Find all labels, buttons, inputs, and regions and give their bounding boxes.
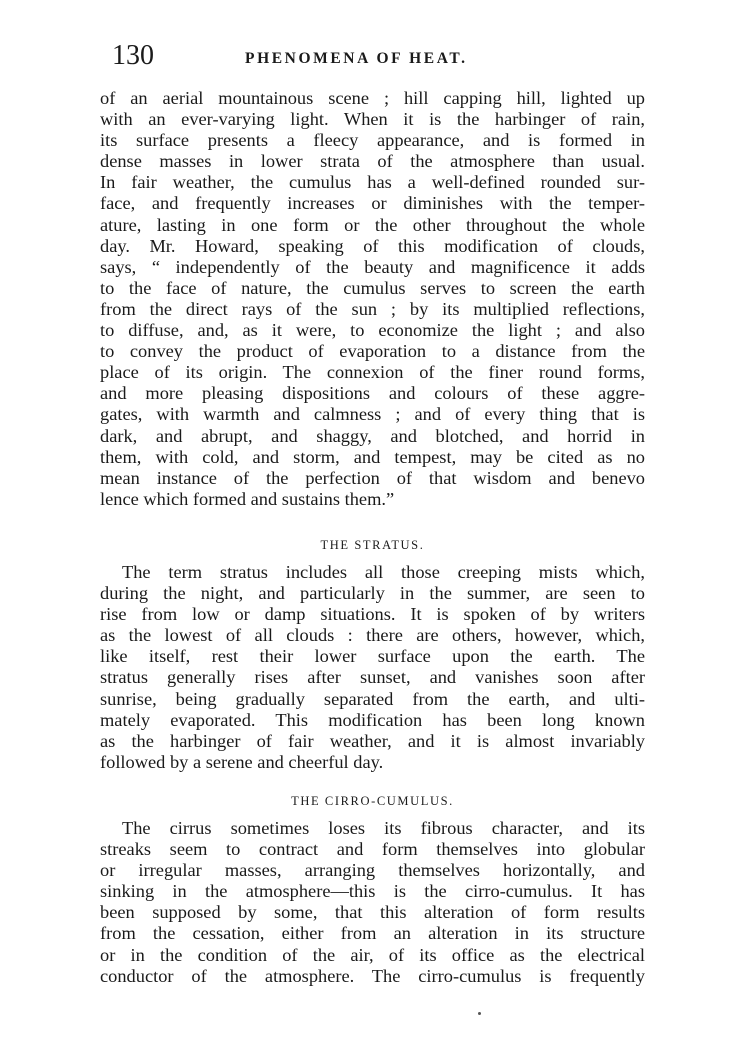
text-line: place of its origin. The connexion of the finer round forms, — [100, 362, 645, 383]
text-line: The cirrus sometimes loses its fibrous character, and its — [122, 818, 645, 838]
page-number: 130 — [112, 40, 154, 71]
page-header — [100, 40, 645, 80]
text-line: In fair weather, the cumulus has a well-defined rounded sur- — [100, 172, 645, 193]
text-line: The term stratus includes all those creeping mists which, — [122, 562, 645, 582]
text-line: with an ever-varying light. When it is the harbinger of rain, — [100, 109, 645, 130]
text-line: as the harbinger of fair weather, and it is almost invariably — [100, 730, 645, 751]
text-line: as the lowest of all clouds : there are others, however, which, — [100, 625, 645, 646]
text-line: and more pleasing dispositions and colours of these aggre- — [100, 383, 645, 404]
text-line: to the face of nature, the cumulus serves to screen the earth — [100, 277, 645, 298]
paragraph-cirro-cumulus — [100, 818, 645, 987]
text-line: lence which formed and sustains them.” — [100, 488, 395, 509]
text-line: conductor of the atmosphere. The cirro-cumulus is frequently — [100, 965, 645, 986]
section-heading-stratus: THE STRATUS. — [320, 538, 425, 552]
text-line: them, with cold, and storm, and tempest, may be cited as no — [100, 446, 645, 467]
text-line: dense masses in lower strata of the atmosphere than usual. — [100, 151, 645, 172]
text-line: streaks seem to contract and form themselves into globular — [100, 839, 645, 860]
text-line: to diffuse, and, as it were, to economize the light ; and also — [100, 320, 645, 341]
running-head: PHENOMENA OF HEAT. — [245, 50, 468, 67]
text-line: mately evaporated. This modification has been long known — [100, 709, 645, 730]
text-line: from the cessation, either from an alteration in its structure — [100, 923, 645, 944]
text-line: day. Mr. Howard, speaking of this modification of clouds, — [100, 235, 645, 256]
text-line: or irregular masses, arranging themselves horizontally, and — [100, 860, 645, 881]
text-line: been supposed by some, that this alteration of form results — [100, 902, 645, 923]
text-line: like itself, rest their lower surface upon the earth. The — [100, 646, 645, 667]
text-line: from the direct rays of the sun ; by its multiplied reflections, — [100, 298, 645, 319]
ink-speck — [478, 1012, 481, 1015]
text-line: mean instance of the perfection of that wisdom and benevo — [100, 467, 645, 488]
text-line: sinking in the atmosphere—this is the cirro-cumulus. It has — [100, 881, 645, 902]
text-line: says, “ independently of the beauty and magnificence it adds — [100, 256, 645, 277]
text-line: followed by a serene and cheerful day. — [100, 751, 384, 772]
text-line: rise from low or damp situations. It is spoken of by writers — [100, 604, 645, 625]
paragraph-cumulus-continued — [100, 88, 645, 510]
text-line: ature, lasting in one form or the other throughout the whole — [100, 214, 645, 235]
text-line: to convey the product of evaporation to a distance from the — [100, 341, 645, 362]
text-line: or in the condition of the air, of its office as the electrical — [100, 944, 645, 965]
text-line: its surface presents a fleecy appearance, and is formed in — [100, 130, 645, 151]
paragraph-stratus — [100, 562, 645, 773]
text-line: gates, with warmth and calmness ; and of every thing that is — [100, 404, 645, 425]
text-line: during the night, and particularly in the summer, are seen to — [100, 583, 645, 604]
text-line: of an aerial mountainous scene ; hill capping hill, lighted up — [100, 88, 645, 108]
text-line: dark, and abrupt, and shaggy, and blotched, and horrid in — [100, 425, 645, 446]
text-line: sunrise, being gradually separated from the earth, and ulti- — [100, 688, 645, 709]
text-line: face, and frequently increases or diminishes with the temper- — [100, 193, 645, 214]
text-line: stratus generally rises after sunset, and vanishes soon after — [100, 667, 645, 688]
section-heading-cirro-cumulus: THE CIRRO-CUMULUS. — [291, 794, 454, 808]
